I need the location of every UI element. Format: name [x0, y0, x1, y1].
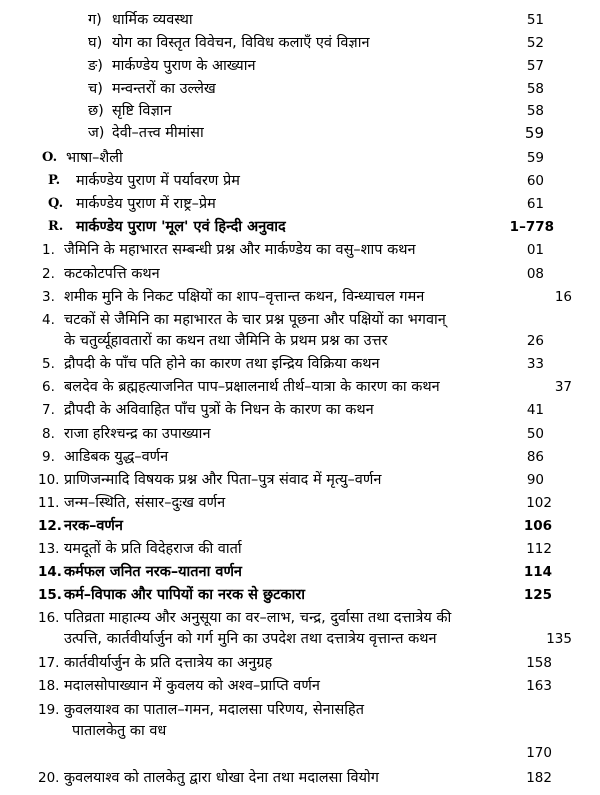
chapter-page: 26 [526, 333, 544, 349]
chapter-title: कुवलयाश्व को तालकेतु द्वारा धोखा देना तथा मदालसा वियोग [64, 770, 379, 786]
chapter-title: जन्म–स्थिति, संसार–दुःख वर्णन [64, 495, 226, 511]
sub-item-title: योग का विस्तृत विवेचन, विविध कलाएँ एवं विज्ञान [112, 35, 370, 51]
chapter-title-continued: के चतुर्व्यूहावतारों का कथन तथा जैमिनि के प्रथम प्रश्न का उत्तर [64, 333, 388, 349]
chapter-title: मदालसोपाख्यान में कुवलय को अश्व–प्राप्ति वर्णन [64, 678, 320, 694]
chapter-number: 8. [42, 426, 55, 442]
chapter-page: 170 [526, 745, 552, 761]
chapter-title: कार्तवीर्यार्जुन के प्रति दत्तात्रेय का अनुग्रह [64, 655, 273, 671]
chapter-number: 12. [38, 518, 62, 534]
sub-item-page: 57 [526, 58, 544, 74]
chapter-title: कटकोटपत्ति कथन [64, 266, 160, 282]
chapter-page: 106 [523, 518, 552, 534]
chapter-title: यमदूतों के प्रति विदेहराज की वार्ता [64, 541, 242, 557]
sub-item-title: देवी–तत्त्व मीमांसा [112, 125, 204, 141]
chapter-number: 1. [42, 242, 55, 258]
section-letter: Q. [48, 196, 64, 211]
section-page: 60 [526, 173, 544, 189]
sub-item-marker: घ) [88, 35, 103, 51]
chapter-number: 7. [42, 402, 55, 418]
chapter-page: 125 [523, 587, 552, 603]
chapter-number: 11. [38, 495, 60, 511]
chapter-title: नरक–वर्णन [64, 518, 123, 534]
chapter-title: कर्म–विपाक और पापियों का नरक से छुटकारा [64, 587, 306, 603]
chapter-title: जैमिनि के महाभारत सम्बन्धी प्रश्न और मार्कण्डेय का वसु–शाप कथन [64, 242, 416, 258]
sub-item-title: सृष्टि विज्ञान [112, 103, 172, 119]
section-title: मार्कण्डेय पुराण में राष्ट्र–प्रेम [76, 196, 216, 212]
chapter-number: 3. [42, 289, 55, 305]
chapter-number: 14. [38, 564, 62, 580]
chapter-title: द्रौपदी के पाँच पति होने का कारण तथा इन्द्रिय विक्रिया कथन [64, 356, 380, 372]
chapter-number: 5. [42, 356, 55, 372]
chapter-number: 15. [38, 587, 62, 603]
sub-item-title: मन्वन्तरों का उल्लेख [112, 81, 216, 97]
section-title: मार्कण्डेय पुराण 'मूल' एवं हिन्दी अनुवाद [76, 219, 286, 235]
chapter-page: 41 [526, 402, 544, 418]
chapter-title-continued: पातालकेतु का वध [72, 723, 167, 739]
sub-item-page: 58 [526, 103, 544, 119]
chapter-number: 10. [38, 472, 60, 488]
chapter-page: 112 [526, 541, 552, 557]
sub-item-marker: ङ) [88, 58, 103, 74]
section-letter: O. [42, 150, 58, 165]
chapter-number: 9. [42, 449, 55, 465]
chapter-number: 18. [38, 678, 60, 694]
chapter-page: 50 [526, 426, 544, 442]
chapter-title: बलदेव के ब्रह्महत्याजनित पाप–प्रक्षालनार्थ तीर्थ–यात्रा के कारण का कथन [64, 379, 440, 395]
sub-item-marker: ज) [88, 125, 105, 141]
sub-item-title: मार्कण्डेय पुराण के आख्यान [112, 58, 256, 74]
chapter-title: आडिबक युद्ध–वर्णन [64, 449, 169, 465]
chapter-page: 182 [526, 770, 552, 786]
chapter-title: पतिव्रता माहात्म्य और अनुसूया का वर–लाभ, चन्द्र, दुर्वासा तथा दत्तात्रेय की [64, 610, 452, 626]
sub-item-marker: छ) [88, 103, 104, 119]
chapter-title: प्राणिजन्मादि विषयक प्रश्न और पिता–पुत्र संवाद में मृत्यु–वर्णन [64, 472, 382, 488]
section-page: 61 [526, 196, 544, 212]
sub-item-page: 51 [526, 12, 544, 28]
chapter-page: 86 [526, 449, 544, 465]
sub-item-page: 59 [524, 124, 544, 142]
chapter-number: 2. [42, 266, 55, 282]
chapter-page: 163 [526, 678, 552, 694]
chapter-title-continued: उत्पत्ति, कार्तवीर्यार्जुन को गर्ग मुनि का उपदेश तथा दत्तात्रेय वृत्तान्त कथन [64, 631, 437, 647]
chapter-number: 20. [38, 770, 60, 786]
section-letter: R. [48, 219, 64, 234]
chapter-title: शमीक मुनि के निकट पक्षियों का शाप–वृत्तान्त कथन, विन्ध्याचल गमन [64, 289, 425, 305]
chapter-page: 158 [526, 655, 552, 671]
chapter-title: चटकों से जैमिनि का महाभारत के चार प्रश्न पूछना और पक्षियों का भगवान् [64, 312, 446, 328]
chapter-page: 33 [526, 356, 544, 372]
section-title: भाषा–शैली [66, 150, 123, 166]
sub-item-page: 52 [526, 35, 544, 51]
chapter-page: 08 [526, 266, 544, 282]
chapter-title: कर्मफल जनित नरक–यातना वर्णन [64, 564, 242, 580]
chapter-page: 90 [526, 472, 544, 488]
section-page: 59 [526, 150, 544, 166]
chapter-page: 135 [546, 631, 572, 647]
chapter-page: 114 [523, 564, 552, 580]
sub-item-title: धार्मिक व्यवस्था [112, 12, 193, 28]
chapter-number: 17. [38, 655, 60, 671]
chapter-title: द्रौपदी के अविवाहित पाँच पुत्रों के निधन के कारण का कथन [64, 402, 374, 418]
chapter-number: 13. [38, 541, 60, 557]
chapter-number: 4. [42, 312, 55, 328]
chapter-title: कुवलयाश्व का पाताल–गमन, मदालसा परिणय, सेनासहित [64, 702, 365, 718]
section-page: 1–778 [509, 219, 554, 235]
sub-item-marker: ग) [88, 12, 102, 28]
chapter-page: 37 [554, 379, 572, 395]
section-title: मार्कण्डेय पुराण में पर्यावरण प्रेम [76, 173, 240, 189]
sub-item-page: 58 [526, 81, 544, 97]
chapter-title: राजा हरिश्चन्द्र का उपाख्यान [64, 426, 211, 442]
chapter-number: 16. [38, 610, 60, 626]
chapter-page: 01 [526, 242, 544, 258]
chapter-number: 19. [38, 702, 60, 718]
chapter-number: 6. [42, 379, 55, 395]
section-letter: P. [48, 173, 61, 188]
chapter-page: 102 [526, 495, 552, 511]
sub-item-marker: च) [88, 81, 103, 97]
chapter-page: 16 [554, 289, 572, 305]
